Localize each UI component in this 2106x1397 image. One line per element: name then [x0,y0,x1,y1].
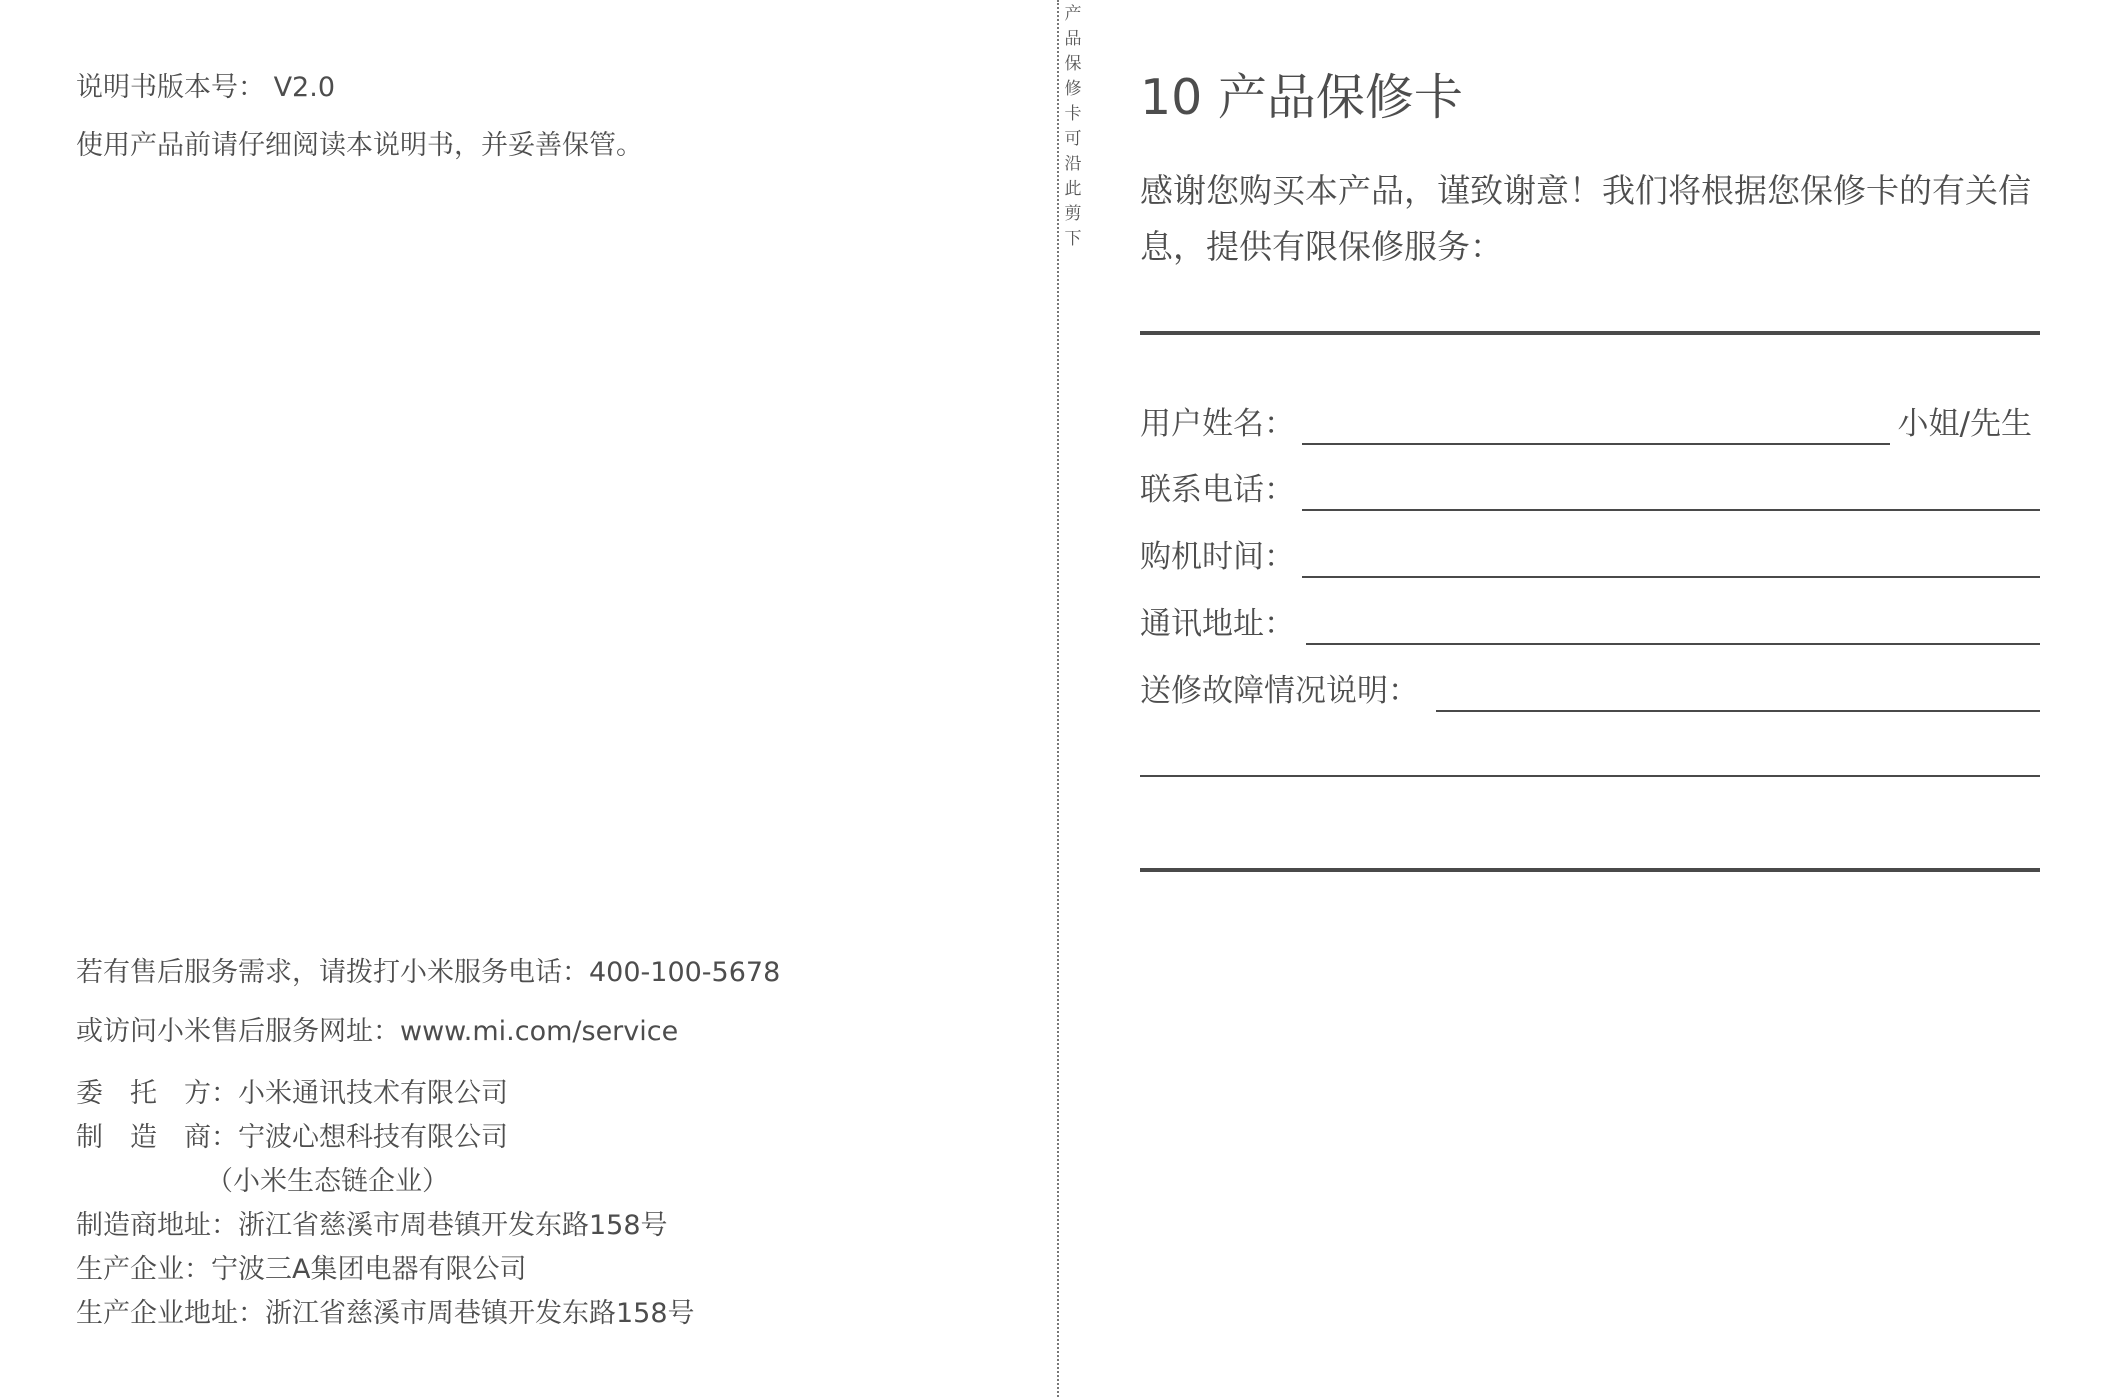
manufacturer-note: （小米生态链企业） [206,1166,449,1197]
cut-line-divider [1057,0,1059,1397]
entrusting-party: 委 托 方：小米通讯技术有限公司 [76,1078,508,1109]
production-company: 生产企业：宁波三A集团电器有限公司 [76,1254,527,1285]
warranty-card [1140,0,2040,1397]
field-phone[interactable] [1140,468,2040,512]
manual-notice: 使用产品前请仔细阅读本说明书，并妥善保管。 [76,130,643,161]
section-rule-bottom [1140,868,2040,872]
field-user-name-suffix: 小姐/先生 [1897,406,2032,442]
field-fault-description-line[interactable] [1436,710,2040,712]
field-address-label: 通讯地址： [1140,606,1295,642]
section-rule-top [1140,331,2040,335]
manufacturer: 制 造 商：宁波心想科技有限公司 [76,1122,508,1153]
field-user-name-line[interactable] [1302,443,1890,445]
warranty-card-intro: 感谢您购买本产品，谨致谢意！我们将根据您保修卡的有关信息，提供有限保修服务： [1140,171,2031,266]
field-phone-line[interactable] [1302,509,2040,511]
production-address: 生产企业地址：浙江省慈溪市周巷镇开发东路158号 [76,1298,695,1329]
service-website: 或访问小米售后服务网址：www.mi.com/service [76,1016,679,1047]
field-purchase-time[interactable] [1140,535,2040,579]
company-info [76,1072,695,1336]
field-user-name[interactable] [1140,402,2040,446]
manual-back-page [0,0,1050,1397]
service-hotline: 若有售后服务需求，请拨打小米服务电话：400-100-5678 [76,957,781,988]
field-purchase-time-label: 购机时间： [1140,539,1295,575]
warranty-card-title: 10 产品保修卡 [1140,69,1463,126]
fault-description-extra-line[interactable] [1140,775,2040,777]
manual-version: 说明书版本号： V2.0 [76,72,335,103]
field-phone-label: 联系电话： [1140,472,1295,508]
after-sales-service [76,955,780,1073]
field-fault-description-label: 送修故障情况说明： [1140,673,1419,709]
cut-note: 产品保修卡可沿此剪下 [1064,4,1082,249]
field-purchase-time-line[interactable] [1302,576,2040,578]
field-address[interactable] [1140,602,2040,646]
field-user-name-label: 用户姓名： [1140,406,1295,442]
field-address-line[interactable] [1306,643,2040,645]
manufacturer-address: 制造商地址：浙江省慈溪市周巷镇开发东路158号 [76,1210,668,1241]
field-fault-description[interactable] [1140,669,2040,713]
